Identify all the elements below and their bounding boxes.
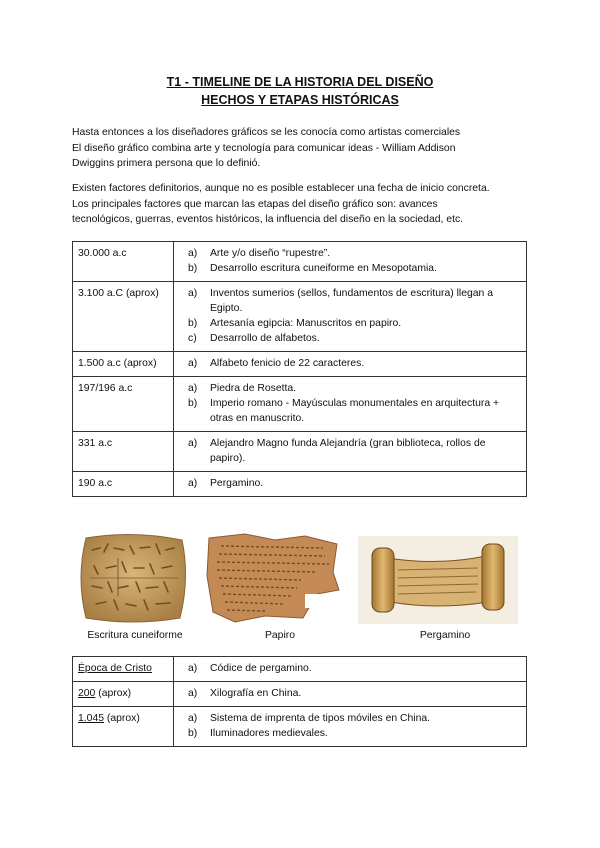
event-item xyxy=(188,686,521,701)
timeline-events xyxy=(174,377,527,432)
timeline-row xyxy=(73,282,527,352)
event-marker: b) xyxy=(188,398,198,409)
event-text: Arte y/o diseño “rupestre”. xyxy=(210,248,331,259)
timeline-row xyxy=(73,472,527,497)
intro-line: Hasta entonces a los diseñadores gráficos se les conocía como artistas comerciales xyxy=(72,127,461,138)
cuneiform-caption: Escritura cuneiforme xyxy=(87,630,183,641)
event-marker: b) xyxy=(188,728,198,739)
timeline-date: 190 a.c xyxy=(73,472,174,497)
timeline-events xyxy=(174,707,527,747)
event-marker: a) xyxy=(188,478,198,489)
parchment-scroll-image xyxy=(358,536,518,624)
event-marker: a) xyxy=(188,248,198,259)
timeline-row xyxy=(73,242,527,282)
timeline-events xyxy=(174,432,527,472)
timeline-date-underlined: 1.045 xyxy=(78,713,105,724)
event-text: Sistema de imprenta de tipos móviles en China. xyxy=(210,713,431,724)
timeline-row xyxy=(73,682,527,707)
event-text: Piedra de Rosetta. xyxy=(210,383,297,394)
timeline-table-ancient xyxy=(72,241,527,497)
event-item xyxy=(188,261,521,276)
timeline-events xyxy=(174,282,527,352)
event-marker: b) xyxy=(188,263,198,274)
intro-line: Existen factores definitorios, aunque no es posible establecer una fecha de inicio concreta. xyxy=(72,183,490,194)
timeline-row xyxy=(73,377,527,432)
event-item xyxy=(188,381,521,396)
timeline-events xyxy=(174,242,527,282)
cuneiform-tablet-image xyxy=(78,532,188,624)
event-marker: a) xyxy=(188,358,198,369)
timeline-date-underlined: 200 xyxy=(78,688,96,699)
event-text: Inventos sumerios (sellos, fundamentos de escritura) llegan a Egipto. xyxy=(210,288,493,314)
event-item xyxy=(188,286,521,316)
timeline-date-suffix: (aprox) xyxy=(104,713,140,724)
intro-paragraph-2 xyxy=(72,181,532,228)
intro-line: Dwiggins primera persona que lo definió. xyxy=(72,158,261,169)
papyrus-caption: Papiro xyxy=(264,630,296,641)
event-text: Alejandro Magno funda Alejandría (gran biblioteca, rollos de papiro). xyxy=(210,438,486,464)
timeline-table-christian-era xyxy=(72,656,527,747)
event-marker: a) xyxy=(188,438,198,449)
event-item xyxy=(188,396,521,426)
intro-line: Los principales factores que marcan las etapas del diseño gráfico son: avances xyxy=(72,198,438,210)
page-subtitle: HECHOS Y ETAPAS HISTÓRICAS xyxy=(201,93,399,107)
timeline-date xyxy=(73,707,174,747)
event-item xyxy=(188,246,521,261)
event-text: Iluminadores medievales. xyxy=(210,728,328,739)
timeline-events xyxy=(174,682,527,707)
timeline-events xyxy=(174,472,527,497)
timeline-row xyxy=(73,352,527,377)
timeline-date: 3.100 a.C (aprox) xyxy=(73,282,174,352)
timeline-date xyxy=(73,657,174,682)
event-item xyxy=(188,331,521,346)
intro-paragraph-1 xyxy=(72,125,532,172)
papyrus-image xyxy=(205,532,340,624)
event-item xyxy=(188,316,521,331)
timeline-row xyxy=(73,707,527,747)
timeline-row xyxy=(73,432,527,472)
timeline-date-suffix: (aprox) xyxy=(95,688,132,699)
page-title: T1 - TIMELINE DE LA HISTORIA DEL DISEÑO xyxy=(166,75,434,89)
event-text: Imperio romano - Mayúsculas monumentales en arquitectura + otras en manuscrito. xyxy=(210,398,500,424)
timeline-events xyxy=(174,657,527,682)
event-text: Desarrollo escritura cuneiforme en Mesopotamia. xyxy=(210,263,437,274)
event-item xyxy=(188,436,521,466)
timeline-date: 331 a.c xyxy=(73,432,174,472)
event-text: Desarrollo de alfabetos. xyxy=(210,333,320,344)
timeline-date: 1.500 a.c (aprox) xyxy=(73,352,174,377)
event-marker: a) xyxy=(188,383,198,394)
event-marker: c) xyxy=(188,333,197,344)
event-text: Xilografía en China. xyxy=(210,688,302,699)
event-item xyxy=(188,356,521,371)
intro-line: El diseño gráfico combina arte y tecnología para comunicar ideas - William Addison xyxy=(72,142,456,154)
event-item xyxy=(188,711,521,726)
timeline-row xyxy=(73,657,527,682)
event-marker: a) xyxy=(188,663,198,674)
timeline-date xyxy=(73,682,174,707)
intro-line: tecnológicos, guerras, eventos históricos, la influencia del diseño en la sociedad, etc. xyxy=(72,214,464,225)
parchment-caption: Pergamino xyxy=(419,630,471,641)
event-item xyxy=(188,726,521,741)
timeline-date-underlined: Época de Cristo xyxy=(78,663,152,674)
event-text: Pergamino. xyxy=(210,478,264,489)
event-marker: a) xyxy=(188,288,198,299)
timeline-date: 197/196 a.c xyxy=(73,377,174,432)
timeline-date: 30.000 a.c xyxy=(73,242,174,282)
event-text: Códice de pergamino. xyxy=(210,663,312,674)
event-marker: a) xyxy=(188,688,198,699)
event-marker: b) xyxy=(188,318,198,329)
event-item xyxy=(188,476,521,491)
event-text: Artesanía egipcia: Manuscritos en papiro. xyxy=(210,318,402,329)
event-text: Alfabeto fenicio de 22 caracteres. xyxy=(210,358,365,369)
event-item xyxy=(188,661,521,676)
event-marker: a) xyxy=(188,713,198,724)
timeline-events xyxy=(174,352,527,377)
